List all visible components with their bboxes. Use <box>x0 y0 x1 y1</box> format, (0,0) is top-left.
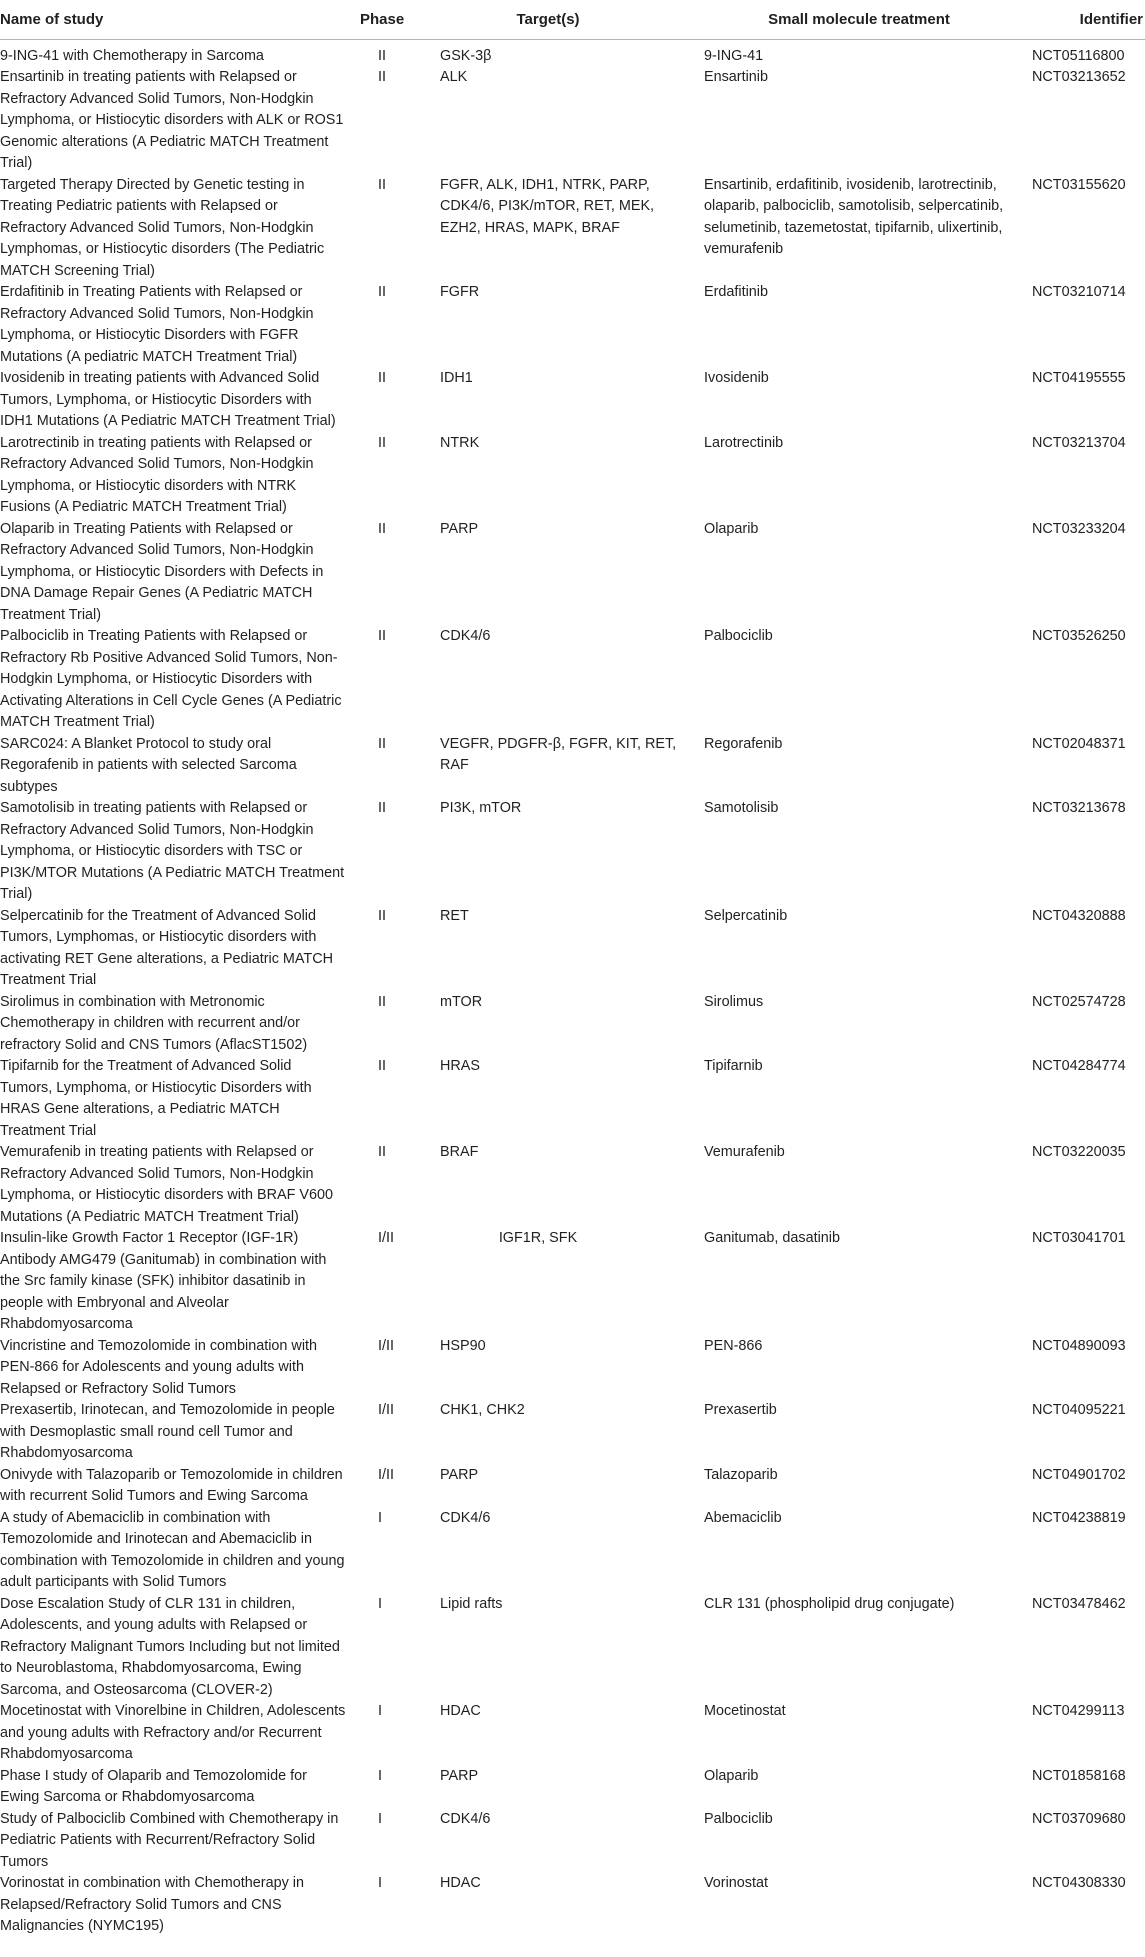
treatment: Abemaciclib <box>704 1509 782 1526</box>
treatment: Ivosidenib <box>704 370 769 386</box>
identifier: NCT03213704 <box>1032 434 1126 451</box>
study-name: Selpercatinib for the Treatment of Advanced Solid Tumors, Lymphomas, or Histiocytic disorders with activating RET Gene alterations, a Pediatric MATCH Treatment Trial <box>0 907 333 988</box>
identifier: NCT03478462 <box>1032 1595 1126 1612</box>
phase: II <box>378 69 386 85</box>
phase: II <box>378 47 386 64</box>
targets: PARP <box>440 1767 479 1784</box>
table-row <box>0 1766 1145 1809</box>
study-name: Dose Escalation Study of CLR 131 in children, Adolescents, and young adults with Relapsed or Refractory Malignant Tumors Including but not limited to Neuroblastoma, Rhabdomyosarcoma, Ewing Sarcoma, and Osteosarcoma (CLOVER-2) <box>0 1595 340 1698</box>
study-name: Ivosidenib in treating patients with Advanced Solid Tumors, Lymphoma, or Histiocytic Disorders with IDH1 Mutations (A Pediatric MATCH Treatment Trial) <box>0 370 336 429</box>
study-name: Targeted Therapy Directed by Genetic testing in Treating Pediatric patients with Relapsed or Refractory Advanced Solid Tumors, Non-Hodgkin Lymphomas, or Histiocytic disorders (The Pediatric MATCH Screening Trial) <box>0 176 325 279</box>
targets: CDK4/6 <box>440 1509 491 1526</box>
study-name: Onivyde with Talazoparib or Temozolomide in children with recurrent Solid Tumors and Ewing Sarcoma <box>0 1466 343 1504</box>
treatment: Ensartinib, erdafitinib, ivosidenib, larotrectinib, olaparib, palbociclib, samotolisib, selpercatinib, selumetinib, tazemetostat, tipifarnib, ulixertinib, vemurafenib <box>704 176 1004 257</box>
identifier: NCT03526250 <box>1032 628 1126 644</box>
study-name: Insulin-like Growth Factor 1 Receptor (IGF-1R) Antibody AMG479 (Ganitumab) in combination with the Src family kinase (SFK) inhibitor dasatinib in people with Embryonal and Alveolar Rhabdomyosarcoma <box>0 1230 327 1332</box>
identifier: NCT03213652 <box>1032 69 1126 85</box>
identifier: NCT03210714 <box>1032 284 1126 300</box>
treatment: Regorafenib <box>704 735 783 752</box>
table-row <box>0 1701 1145 1766</box>
study-name: Phase I study of Olaparib and Temozolomide for Ewing Sarcoma or Rhabdomyosarcoma <box>0 1767 307 1805</box>
study-name: A study of Abemaciclib in combination with Temozolomide and Irinotecan and Abemaciclib in combination with Temozolomide in children and young adult participants with Solid Tumors <box>0 1509 345 1590</box>
targets: CHK1, CHK2 <box>440 1402 525 1418</box>
identifier: NCT02048371 <box>1032 735 1126 752</box>
table-row <box>0 1508 1145 1594</box>
targets: PARP <box>440 1466 479 1483</box>
table-row <box>0 175 1145 283</box>
study-name: 9-ING-41 with Chemotherapy in Sarcoma <box>0 47 264 64</box>
table-row <box>0 519 1145 627</box>
targets: CDK4/6 <box>440 1810 491 1827</box>
targets: NTRK <box>440 434 480 451</box>
treatment: Selpercatinib <box>704 907 788 924</box>
identifier: NCT01858168 <box>1032 1767 1126 1784</box>
treatment: Mocetinostat <box>704 1703 786 1719</box>
treatment: Olaparib <box>704 1767 759 1784</box>
identifier: NCT04890093 <box>1032 1337 1126 1354</box>
phase: I <box>378 1875 382 1891</box>
phase: II <box>378 907 386 924</box>
phase: II <box>378 284 386 300</box>
targets: HSP90 <box>440 1337 486 1354</box>
identifier: NCT03220035 <box>1032 1144 1126 1160</box>
targets: PI3K, mTOR <box>440 800 522 816</box>
table-row <box>0 1465 1145 1508</box>
identifier: NCT03155620 <box>1032 176 1126 193</box>
study-name: Vemurafenib in treating patients with Relapsed or Refractory Advanced Solid Tumors, Non-Hodgkin Lymphoma, or Histiocytic disorders with BRAF V600 Mutations (A Pediatric MATCH Treatment Trial) <box>0 1144 333 1225</box>
treatment: Larotrectinib <box>704 434 784 451</box>
study-name: Vincristine and Temozolomide in combination with PEN-866 for Adolescents and young adults with Relapsed or Refractory Solid Tumors <box>0 1337 318 1397</box>
treatment: Tipifarnib <box>704 1058 763 1074</box>
header-treatment: Small molecule treatment <box>704 0 1024 39</box>
targets: GSK-3β <box>440 47 492 64</box>
phase: I/II <box>378 1402 394 1418</box>
study-name: Ensartinib in treating patients with Relapsed or Refractory Advanced Solid Tumors, Non-Hodgkin Lymphoma, or Histiocytic disorders with ALK or ROS1 Genomic alterations (A Pediatric MATCH Treatment Trial) <box>0 69 344 171</box>
targets: RET <box>440 907 469 924</box>
treatment: Olaparib <box>704 520 759 537</box>
table-row <box>0 798 1145 906</box>
treatment: Erdafitinib <box>704 284 768 300</box>
targets: HDAC <box>440 1703 481 1719</box>
treatment: CLR 131 (phospholipid drug conjugate) <box>704 1595 955 1612</box>
identifier: NCT04095221 <box>1032 1402 1126 1418</box>
treatment: PEN-866 <box>704 1337 763 1354</box>
table-row <box>0 992 1145 1057</box>
phase: I <box>378 1595 382 1612</box>
treatment: Palbociclib <box>704 1810 773 1827</box>
study-name: Mocetinostat with Vinorelbine in Children, Adolescents and young adults with Refractory and/or Recurrent Rhabdomyosarcoma <box>0 1703 346 1762</box>
targets: CDK4/6 <box>440 628 491 644</box>
table-row <box>0 368 1145 433</box>
study-name: Larotrectinib in treating patients with Relapsed or Refractory Advanced Solid Tumors, Non-Hodgkin Lymphoma, or Histiocytic disorders with NTRK Fusions (A Pediatric MATCH Treatment Trial) <box>0 434 314 515</box>
study-name: Sirolimus in combination with Metronomic Chemotherapy in children with recurrent and/or refractory Solid and CNS Tumors (AflacST1502) <box>0 993 308 1053</box>
table-row <box>0 1142 1145 1228</box>
study-name: Vorinostat in combination with Chemotherapy in Relapsed/Refractory Solid Tumors and CNS Malignancies (NYMC195) <box>0 1875 304 1934</box>
phase: II <box>378 735 386 752</box>
treatment: 9-ING-41 <box>704 47 764 64</box>
study-name: Study of Palbociclib Combined with Chemotherapy in Pediatric Patients with Recurrent/Refractory Solid Tumors <box>0 1810 339 1870</box>
header-targets: Target(s) <box>432 0 704 39</box>
header-identifier: Identifier <box>1024 0 1145 39</box>
table-row <box>0 1056 1145 1142</box>
header-row <box>0 0 1145 39</box>
identifier: NCT02574728 <box>1032 993 1126 1010</box>
study-name: Erdafitinib in Treating Patients with Relapsed or Refractory Advanced Solid Tumors, Non-Hodgkin Lymphoma, or Histiocytic Disorders with FGFR Mutations (A pediatric MATCH Treatment Trial) <box>0 284 314 365</box>
treatment: Prexasertib <box>704 1402 777 1418</box>
targets: PARP <box>440 520 479 537</box>
phase: I <box>378 1509 382 1526</box>
identifier: NCT04308330 <box>1032 1875 1126 1891</box>
phase: I/II <box>378 1337 394 1354</box>
treatment: Vemurafenib <box>704 1144 785 1160</box>
table-row <box>0 1228 1145 1336</box>
targets: ALK <box>440 69 468 85</box>
identifier: NCT04299113 <box>1032 1703 1125 1719</box>
phase: II <box>378 1058 386 1074</box>
treatment: Ganitumab, dasatinib <box>704 1230 840 1246</box>
phase: II <box>378 370 386 386</box>
table-row <box>0 1336 1145 1401</box>
table-row <box>0 734 1145 799</box>
study-name: Prexasertib, Irinotecan, and Temozolomide in people with Desmoplastic small round cell Tumor and Rhabdomyosarcoma <box>0 1402 335 1461</box>
targets: FGFR, ALK, IDH1, NTRK, PARP, CDK4/6, PI3K/mTOR, RET, MEK, EZH2, HRAS, MAPK, BRAF <box>440 176 655 236</box>
table-row <box>0 906 1145 992</box>
phase: I/II <box>378 1230 394 1246</box>
identifier: NCT03213678 <box>1032 800 1126 816</box>
treatment: Sirolimus <box>704 993 764 1010</box>
study-name: SARC024: A Blanket Protocol to study oral Regorafenib in patients with selected Sarcoma subtypes <box>0 735 297 795</box>
phase: II <box>378 176 386 193</box>
identifier: NCT05116800 <box>1032 47 1125 64</box>
phase: I/II <box>378 1466 394 1483</box>
treatment: Samotolisib <box>704 800 779 816</box>
targets: Lipid rafts <box>440 1595 503 1612</box>
table-row <box>0 433 1145 519</box>
study-name: Olaparib in Treating Patients with Relapsed or Refractory Advanced Solid Tumors, Non-Hodgkin Lymphoma, or Histiocytic Disorders with Defects in DNA Damage Repair Genes (A Pediatric MATCH Treatment Trial) <box>0 520 324 623</box>
phase: II <box>378 628 386 644</box>
treatment: Vorinostat <box>704 1875 768 1891</box>
targets: IGF1R, SFK <box>498 1230 578 1246</box>
study-name: Palbociclib in Treating Patients with Relapsed or Refractory Rb Positive Advanced Solid Tumors, Non-Hodgkin Lymphoma, or Histiocytic Disorders with Activating Alterations in Cell Cycle Genes (A Pediatric MATCH Treatment Trial) <box>0 628 342 730</box>
identifier: NCT04195555 <box>1032 370 1126 386</box>
header-study: Name of study <box>0 0 360 39</box>
targets: IDH1 <box>440 370 473 386</box>
table-row <box>0 1873 1145 1938</box>
table-row <box>0 1400 1145 1465</box>
phase: II <box>378 993 386 1010</box>
phase: I <box>378 1767 382 1784</box>
treatment: Palbociclib <box>704 628 773 644</box>
table-row <box>0 282 1145 368</box>
identifier: NCT04284774 <box>1032 1058 1126 1074</box>
table-row <box>0 39 1145 67</box>
targets: mTOR <box>440 993 483 1010</box>
table-row <box>0 1594 1145 1702</box>
phase: II <box>378 520 386 537</box>
targets: HRAS <box>440 1058 480 1074</box>
table-row <box>0 1809 1145 1874</box>
table-row <box>0 626 1145 734</box>
phase: II <box>378 800 386 816</box>
identifier: NCT04320888 <box>1032 907 1126 924</box>
identifier: NCT03233204 <box>1032 520 1126 537</box>
targets: VEGFR, PDGFR-β, FGFR, KIT, RET, RAF <box>440 735 677 773</box>
phase: II <box>378 434 386 451</box>
phase: I <box>378 1703 382 1719</box>
treatment: Ensartinib <box>704 69 768 85</box>
phase: I <box>378 1810 382 1827</box>
targets: BRAF <box>440 1144 479 1160</box>
identifier: NCT03709680 <box>1032 1810 1126 1827</box>
treatment: Talazoparib <box>704 1466 778 1483</box>
identifier: NCT03041701 <box>1032 1230 1126 1246</box>
table-row <box>0 67 1145 175</box>
identifier: NCT04238819 <box>1032 1509 1126 1526</box>
targets: FGFR <box>440 284 480 300</box>
phase: II <box>378 1144 386 1160</box>
study-name: Tipifarnib for the Treatment of Advanced Solid Tumors, Lymphoma, or Histiocytic Disorders with HRAS Gene alterations, a Pediatric MATCH Treatment Trial <box>0 1058 312 1139</box>
header-phase: Phase <box>360 0 432 39</box>
identifier: NCT04901702 <box>1032 1466 1126 1483</box>
targets: HDAC <box>440 1875 481 1891</box>
study-name: Samotolisib in treating patients with Relapsed or Refractory Advanced Solid Tumors, Non-Hodgkin Lymphoma, or Histiocytic disorders with TSC or PI3K/MTOR Mutations (A Pediatric MATCH Treatment Trial) <box>0 800 345 902</box>
